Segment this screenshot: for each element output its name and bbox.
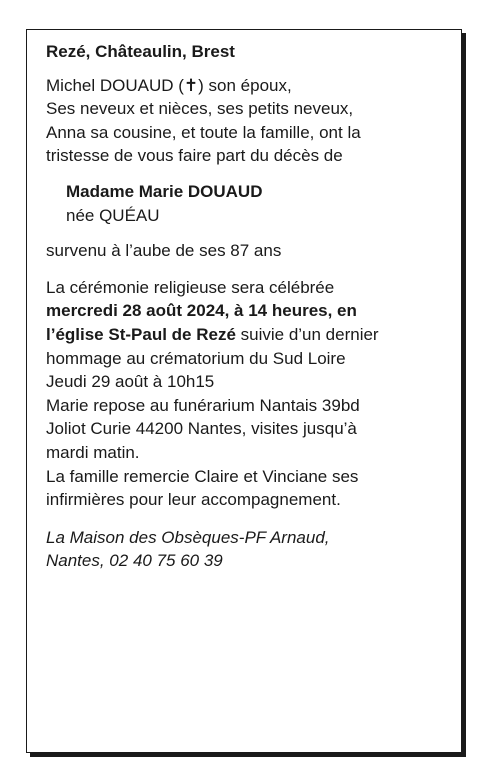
spacer bbox=[46, 263, 392, 276]
thanks-text: La famille remercie Claire et Vinciane ses infirmières pour leur accompagnement. bbox=[46, 466, 359, 510]
cremation-date: Jeudi 29 août à 10h15 bbox=[46, 372, 215, 392]
cross-icon: ✝ bbox=[183, 75, 199, 95]
deceased-name: Madame Marie DOUAUD bbox=[66, 181, 263, 201]
deceased-block bbox=[66, 180, 392, 227]
ceremony-rest: suivie d’un dernier hommage au crématorium du Sud Loire bbox=[46, 324, 379, 368]
maiden-name: née QUÉAU bbox=[66, 205, 160, 225]
family-line-cousin: Anna sa cousine, et toute la famille, ont la tristesse de vous faire part du décès de bbox=[46, 122, 361, 166]
funeral-home: La Maison des Obsèques-PF Arnaud, Nantes, 02 40 75 60 39 bbox=[46, 527, 330, 571]
rests-at-text: Marie repose au funérarium Nantais 39bd Joliot Curie 44200 Nantes, visites jusqu’à mardi matin. bbox=[46, 395, 360, 462]
passed-text: survenu à l’aube de ses 87 ans bbox=[46, 241, 282, 261]
ceremony-intro: La cérémonie religieuse sera célébrée bbox=[46, 277, 335, 297]
notice-content bbox=[46, 40, 392, 573]
family-line-nephews: Ses neveux et nièces, ses petits neveux, bbox=[46, 99, 354, 119]
spouse-text-start: Michel DOUAUD ( bbox=[46, 75, 184, 95]
ceremony-text bbox=[46, 276, 392, 370]
notice-heading: Rezé, Châteaulin, Brest bbox=[46, 42, 235, 61]
spouse-line bbox=[46, 74, 392, 98]
spacer bbox=[46, 512, 392, 526]
ceremony-date-place: mercredi 28 août 2024, à 14 heures, en l’église St-Paul de Rezé bbox=[46, 301, 357, 344]
spouse-text-end: ) son époux, bbox=[198, 75, 292, 95]
